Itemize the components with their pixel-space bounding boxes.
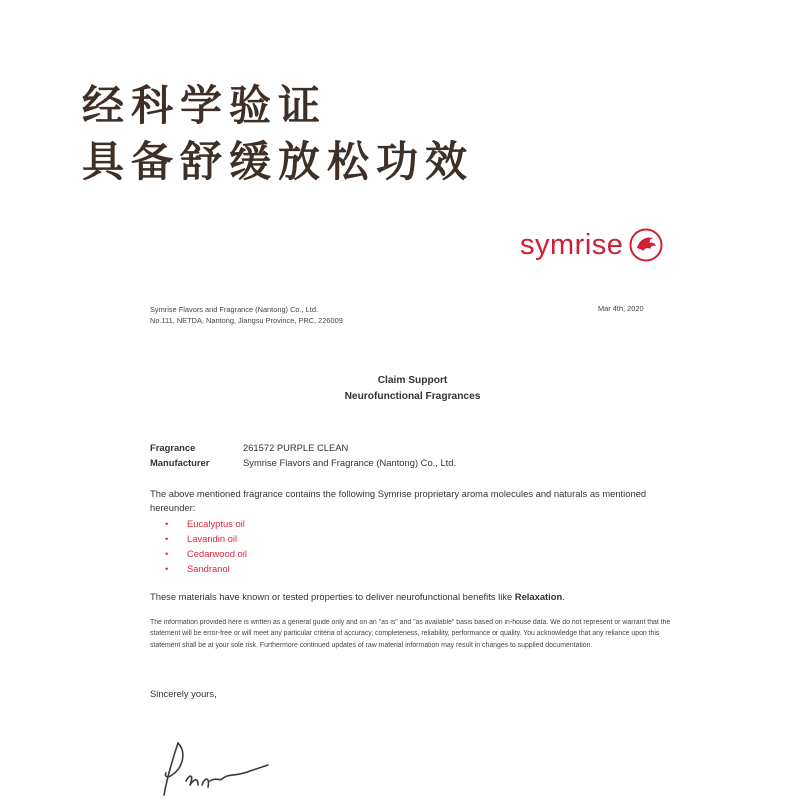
ingredient-name: Cedarwood oil: [187, 548, 247, 559]
letter-subtitle: Neurofunctional Fragrances: [344, 391, 481, 402]
fragrance-value: 261572 PURPLE CLEAN: [243, 442, 349, 453]
handwritten-signature: [150, 735, 280, 800]
benefit-statement: [150, 590, 675, 604]
sender-address: [150, 304, 675, 326]
ingredient-name: Eucalyptus oil: [187, 518, 245, 529]
benefit-highlight: Relaxation: [514, 591, 563, 602]
headline: [82, 78, 474, 190]
fragrance-row: [150, 440, 675, 455]
list-item: • Cedarwood oil: [165, 548, 247, 559]
intro-paragraph: The above mentioned fragrance contains the following Symrise proprietary aroma molecules and naturals as mentioned hereunder:: [150, 488, 647, 513]
list-item: • Sandranol: [165, 563, 230, 574]
benefit-period: .: [562, 591, 565, 602]
symrise-logo: [520, 228, 663, 262]
fragrance-details: [150, 440, 675, 470]
manufacturer-label: Manufacturer: [150, 457, 210, 468]
benefit-text: These materials have known or tested properties to deliver neurofunctional benefits like: [150, 591, 515, 602]
letter-title-block: [150, 373, 675, 405]
ingredient-list: [165, 516, 247, 576]
closing-salutation: Sincerely yours,: [150, 688, 217, 699]
fragrance-label: Fragrance: [150, 442, 196, 453]
ingredient-name: Sandranol: [187, 563, 230, 574]
ingredient-name: Lavandin oil: [187, 533, 238, 544]
manufacturer-row: [150, 455, 675, 470]
sender-line-1: Symrise Flavors and Fragrance (Nantong) Co., Ltd.: [150, 305, 318, 314]
headline-line-1: 经科学验证: [82, 81, 328, 130]
list-item: • Eucalyptus oil: [165, 518, 245, 529]
manufacturer-value: Symrise Flavors and Fragrance (Nantong) Co., Ltd.: [243, 457, 457, 468]
symrise-emblem-icon: [629, 228, 663, 262]
list-item: • Lavandin oil: [165, 533, 238, 544]
disclaimer: The information provided here is written as a general guide only and on an "as is" and "as available" basis based on in-house data. We do not represent or warrant that the statement will be error-free or will meet any particular criteria of accuracy, completeness, reliability, performance or quality. You acknowledge that any reliance upon this statement shall be at your sole risk. Furthermore continued updates of raw material information may result in changes to supplied documentation.: [150, 619, 671, 649]
headline-line-2: 具备舒缓放松功效: [82, 137, 475, 186]
letter-date: Mar 4th, 2020: [598, 304, 644, 313]
letter-title: Claim Support: [377, 375, 448, 386]
sender-line-2: No.111, NETDA, Nantong, Jiangsu Province, PRC, 226009: [150, 316, 343, 325]
logo-wordmark: symrise: [520, 228, 624, 261]
